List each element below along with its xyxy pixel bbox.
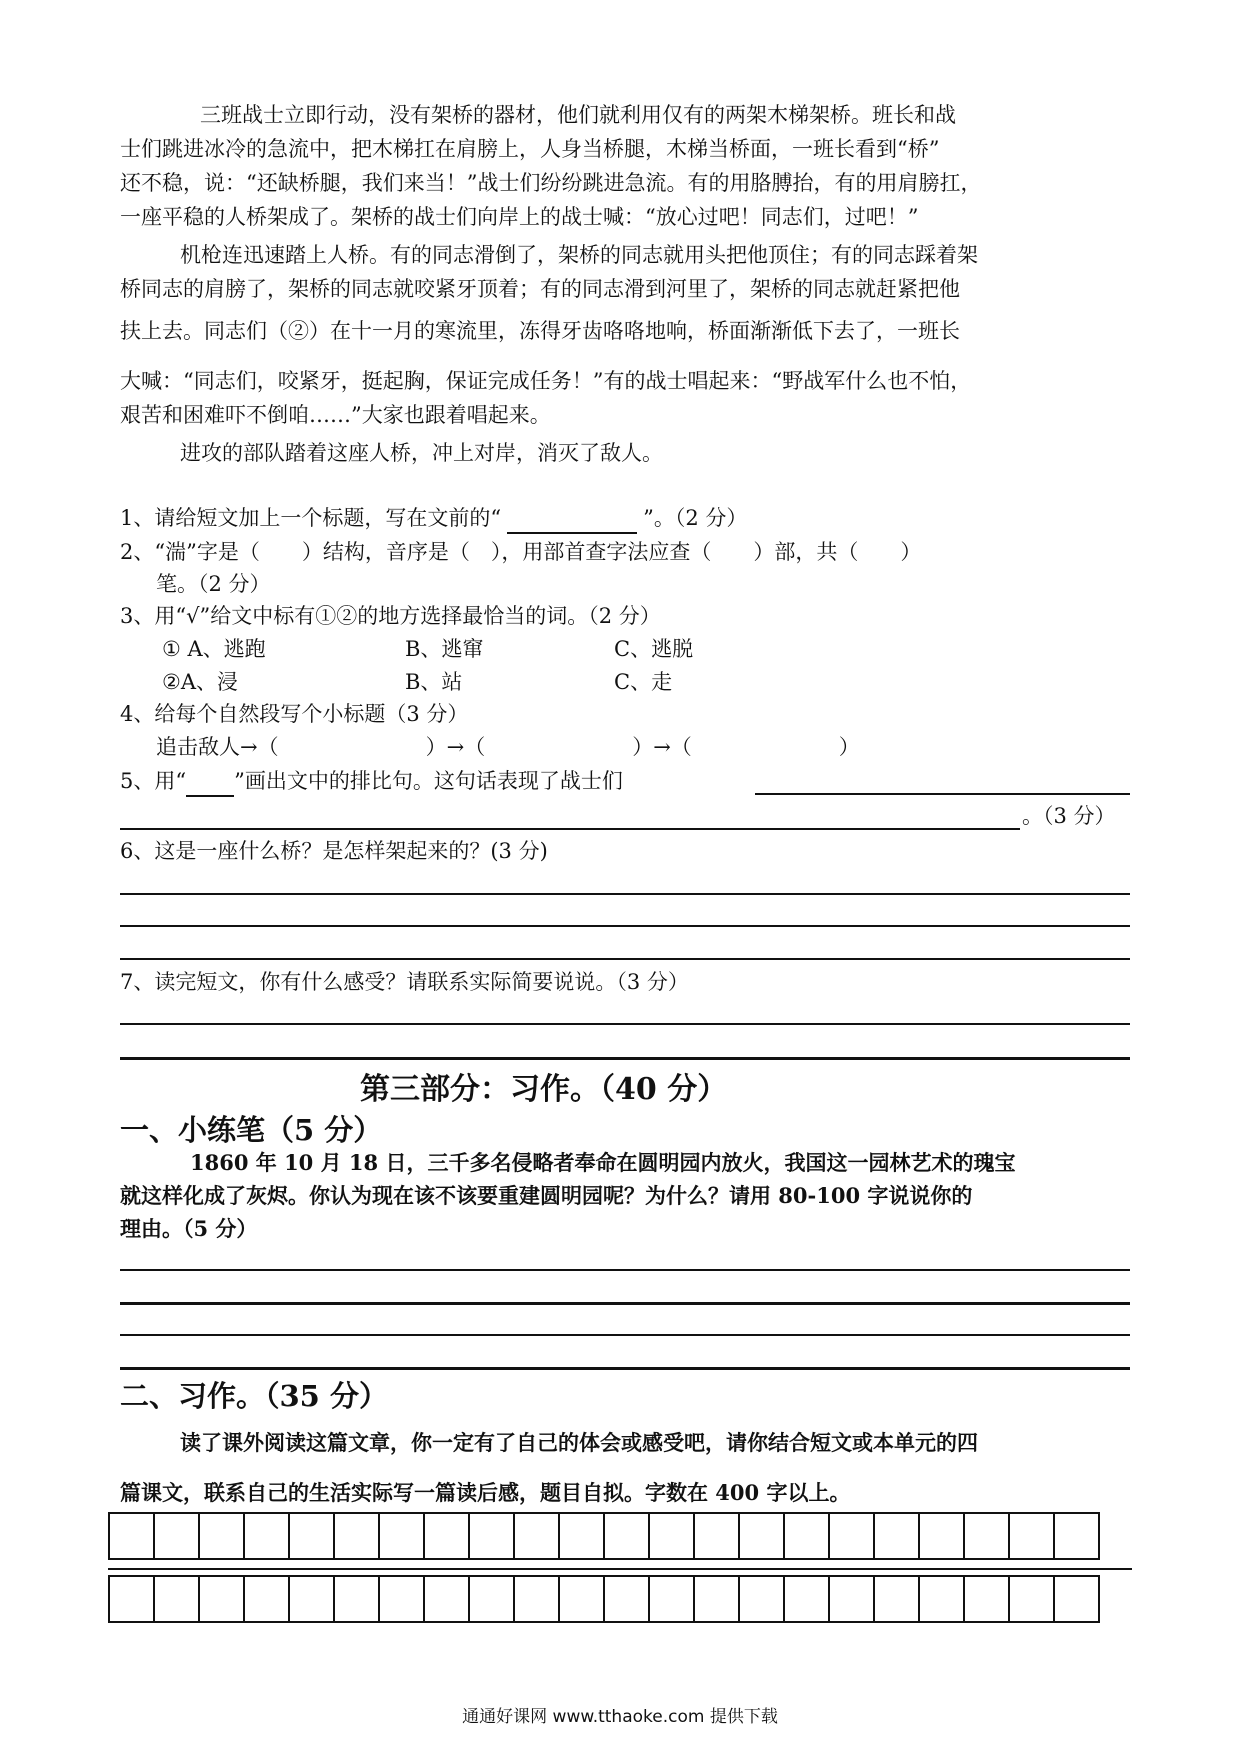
passage-line: 大喊：“同志们，咬紧牙，挺起胸，保证完成任务！”有的战士唱起来：“野战军什么也不怕， — [120, 369, 972, 393]
q6-answer-line[interactable] — [120, 893, 1130, 895]
q7-answer-line[interactable] — [120, 1023, 1130, 1025]
question-1-text: 1、请给短文加上一个标题，写在文前的“ — [120, 506, 502, 530]
q3-opt2-a[interactable]: ②A、浸 — [162, 670, 238, 694]
prompt-line: 就这样化成了灰烬。你认为现在该不该要重建圆明园呢？为什么？请用 80-100 字说说你的 — [120, 1183, 973, 1208]
passage-line: 进攻的部队踏着这座人桥，冲上对岸，消灭了敌人。 — [180, 441, 663, 465]
passage-paragraph-2-cont2 — [120, 364, 1130, 432]
question-2-line2: 笔。（2 分） — [156, 572, 271, 596]
passage-paragraph-2 — [120, 238, 1130, 306]
practice-answer-line[interactable] — [120, 1302, 1130, 1305]
q6-answer-line[interactable] — [120, 958, 1130, 960]
section2-title: 二、习作。（35 分） — [120, 1379, 388, 1413]
prompt-line: 读了课外阅读这篇文章，你一定有了自己的体会或感受吧，请你结合短文或本单元的四 — [180, 1430, 978, 1455]
question-2 — [120, 536, 921, 600]
subtitle-chain[interactable]: 追击敌人→（ ）→（ ）→（ ） — [156, 735, 860, 759]
writing-grid-row-2[interactable] — [108, 1575, 1100, 1623]
q6-answer-line[interactable] — [120, 925, 1130, 927]
grid-separator — [108, 1568, 1132, 1570]
passage-paragraph-1 — [120, 98, 1130, 234]
question-2-line1: 2、“湍”字是（ ）结构，音序是（ ），用部首查字法应查（ ）部，共（ ） — [120, 540, 922, 564]
question-5-score: 。（3 分） — [1022, 804, 1116, 828]
passage-line: 士们跳进冰冷的急流中，把木梯扛在肩膀上，人身当桥腿，木梯当桥面，一班长看到“桥” — [120, 137, 940, 161]
question-5-text: ”画出文中的排比句。这句话表现了战士们 — [234, 769, 623, 793]
passage-line: 还不稳，说：“还缺桥腿，我们来当！”战士们纷纷跳进急流。有的用胳膊抬，有的用肩膀扛， — [120, 171, 982, 195]
passage-paragraph-2-cont — [120, 314, 1130, 348]
passage-line: 艰苦和困难吓不倒咱……”大家也跟着唱起来。 — [120, 403, 551, 427]
question-5-prefix: 5、用“ — [120, 769, 187, 793]
practice-answer-line[interactable] — [120, 1269, 1130, 1271]
q3-opt2-b[interactable]: B、站 — [405, 670, 463, 694]
title-blank[interactable] — [507, 512, 637, 534]
question-6: 6、这是一座什么桥？是怎样架起来的？(3 分) — [120, 839, 548, 863]
question-4: 4、给每个自然段写个小标题（3 分） — [120, 702, 469, 726]
practice-answer-line[interactable] — [120, 1367, 1130, 1370]
q7-answer-line[interactable] — [120, 1057, 1130, 1060]
q3-opt1-b[interactable]: B、逃窜 — [405, 637, 484, 661]
q5-answer-line-1[interactable] — [755, 793, 1130, 795]
passage-line: 桥同志的肩膀了，架桥的同志就咬紧牙顶着；有的同志滑到河里了，架桥的同志就赶紧把他 — [120, 277, 960, 301]
section1-title: 一、小练笔（5 分） — [120, 1113, 383, 1147]
practice-answer-line[interactable] — [120, 1334, 1130, 1336]
q3-opt1-c[interactable]: C、逃脱 — [614, 637, 694, 661]
prompt-line: 1860 年 10 月 18 日，三千多名侵略者奉命在圆明园内放火，我国这一园林艺术的瑰宝 — [190, 1150, 1016, 1175]
question-5 — [120, 765, 623, 797]
prompt-line: 理由。（5 分） — [120, 1216, 258, 1241]
passage-line: 扶上去。同志们（②）在十一月的寒流里，冻得牙齿咯咯地响，桥面渐渐低下去了，一班长 — [120, 319, 960, 343]
section1-prompt — [120, 1146, 1130, 1245]
part3-title: 第三部分：习作。（40 分） — [360, 1072, 728, 1107]
question-1 — [120, 502, 747, 534]
question-1-score: ”。（2 分） — [643, 506, 748, 530]
passage-line: 机枪连迅速踏上人桥。有的同志滑倒了，架桥的同志就用头把他顶住；有的同志踩着架 — [180, 243, 978, 267]
q3-opt1-a[interactable]: ① A、逃跑 — [162, 637, 266, 661]
q3-opt2-c[interactable]: C、走 — [614, 670, 673, 694]
passage-line: 一座平稳的人桥架成了。架桥的战士们向岸上的战士喊：“放心过吧！同志们，过吧！” — [120, 205, 919, 229]
underline-sample — [186, 775, 234, 797]
section2-prompt — [120, 1418, 1130, 1518]
passage-paragraph-3 — [120, 436, 1130, 470]
writing-grid-row-1[interactable] — [108, 1512, 1100, 1560]
question-3: 3、用“√”给文中标有①②的地方选择最恰当的词。（2 分） — [120, 604, 661, 628]
question-7: 7、读完短文，你有什么感受？请联系实际简要说说。（3 分） — [120, 970, 689, 994]
footer-credit: 通通好课网 www.tthaoke.com 提供下载 — [462, 1707, 778, 1727]
prompt-line: 篇课文，联系自己的生活实际写一篇读后感，题目自拟。字数在 400 字以上。 — [120, 1480, 851, 1505]
passage-line: 三班战士立即行动，没有架桥的器材，他们就利用仅有的两架木梯架桥。班长和战 — [200, 103, 956, 127]
q5-answer-line-2[interactable] — [120, 828, 1020, 830]
